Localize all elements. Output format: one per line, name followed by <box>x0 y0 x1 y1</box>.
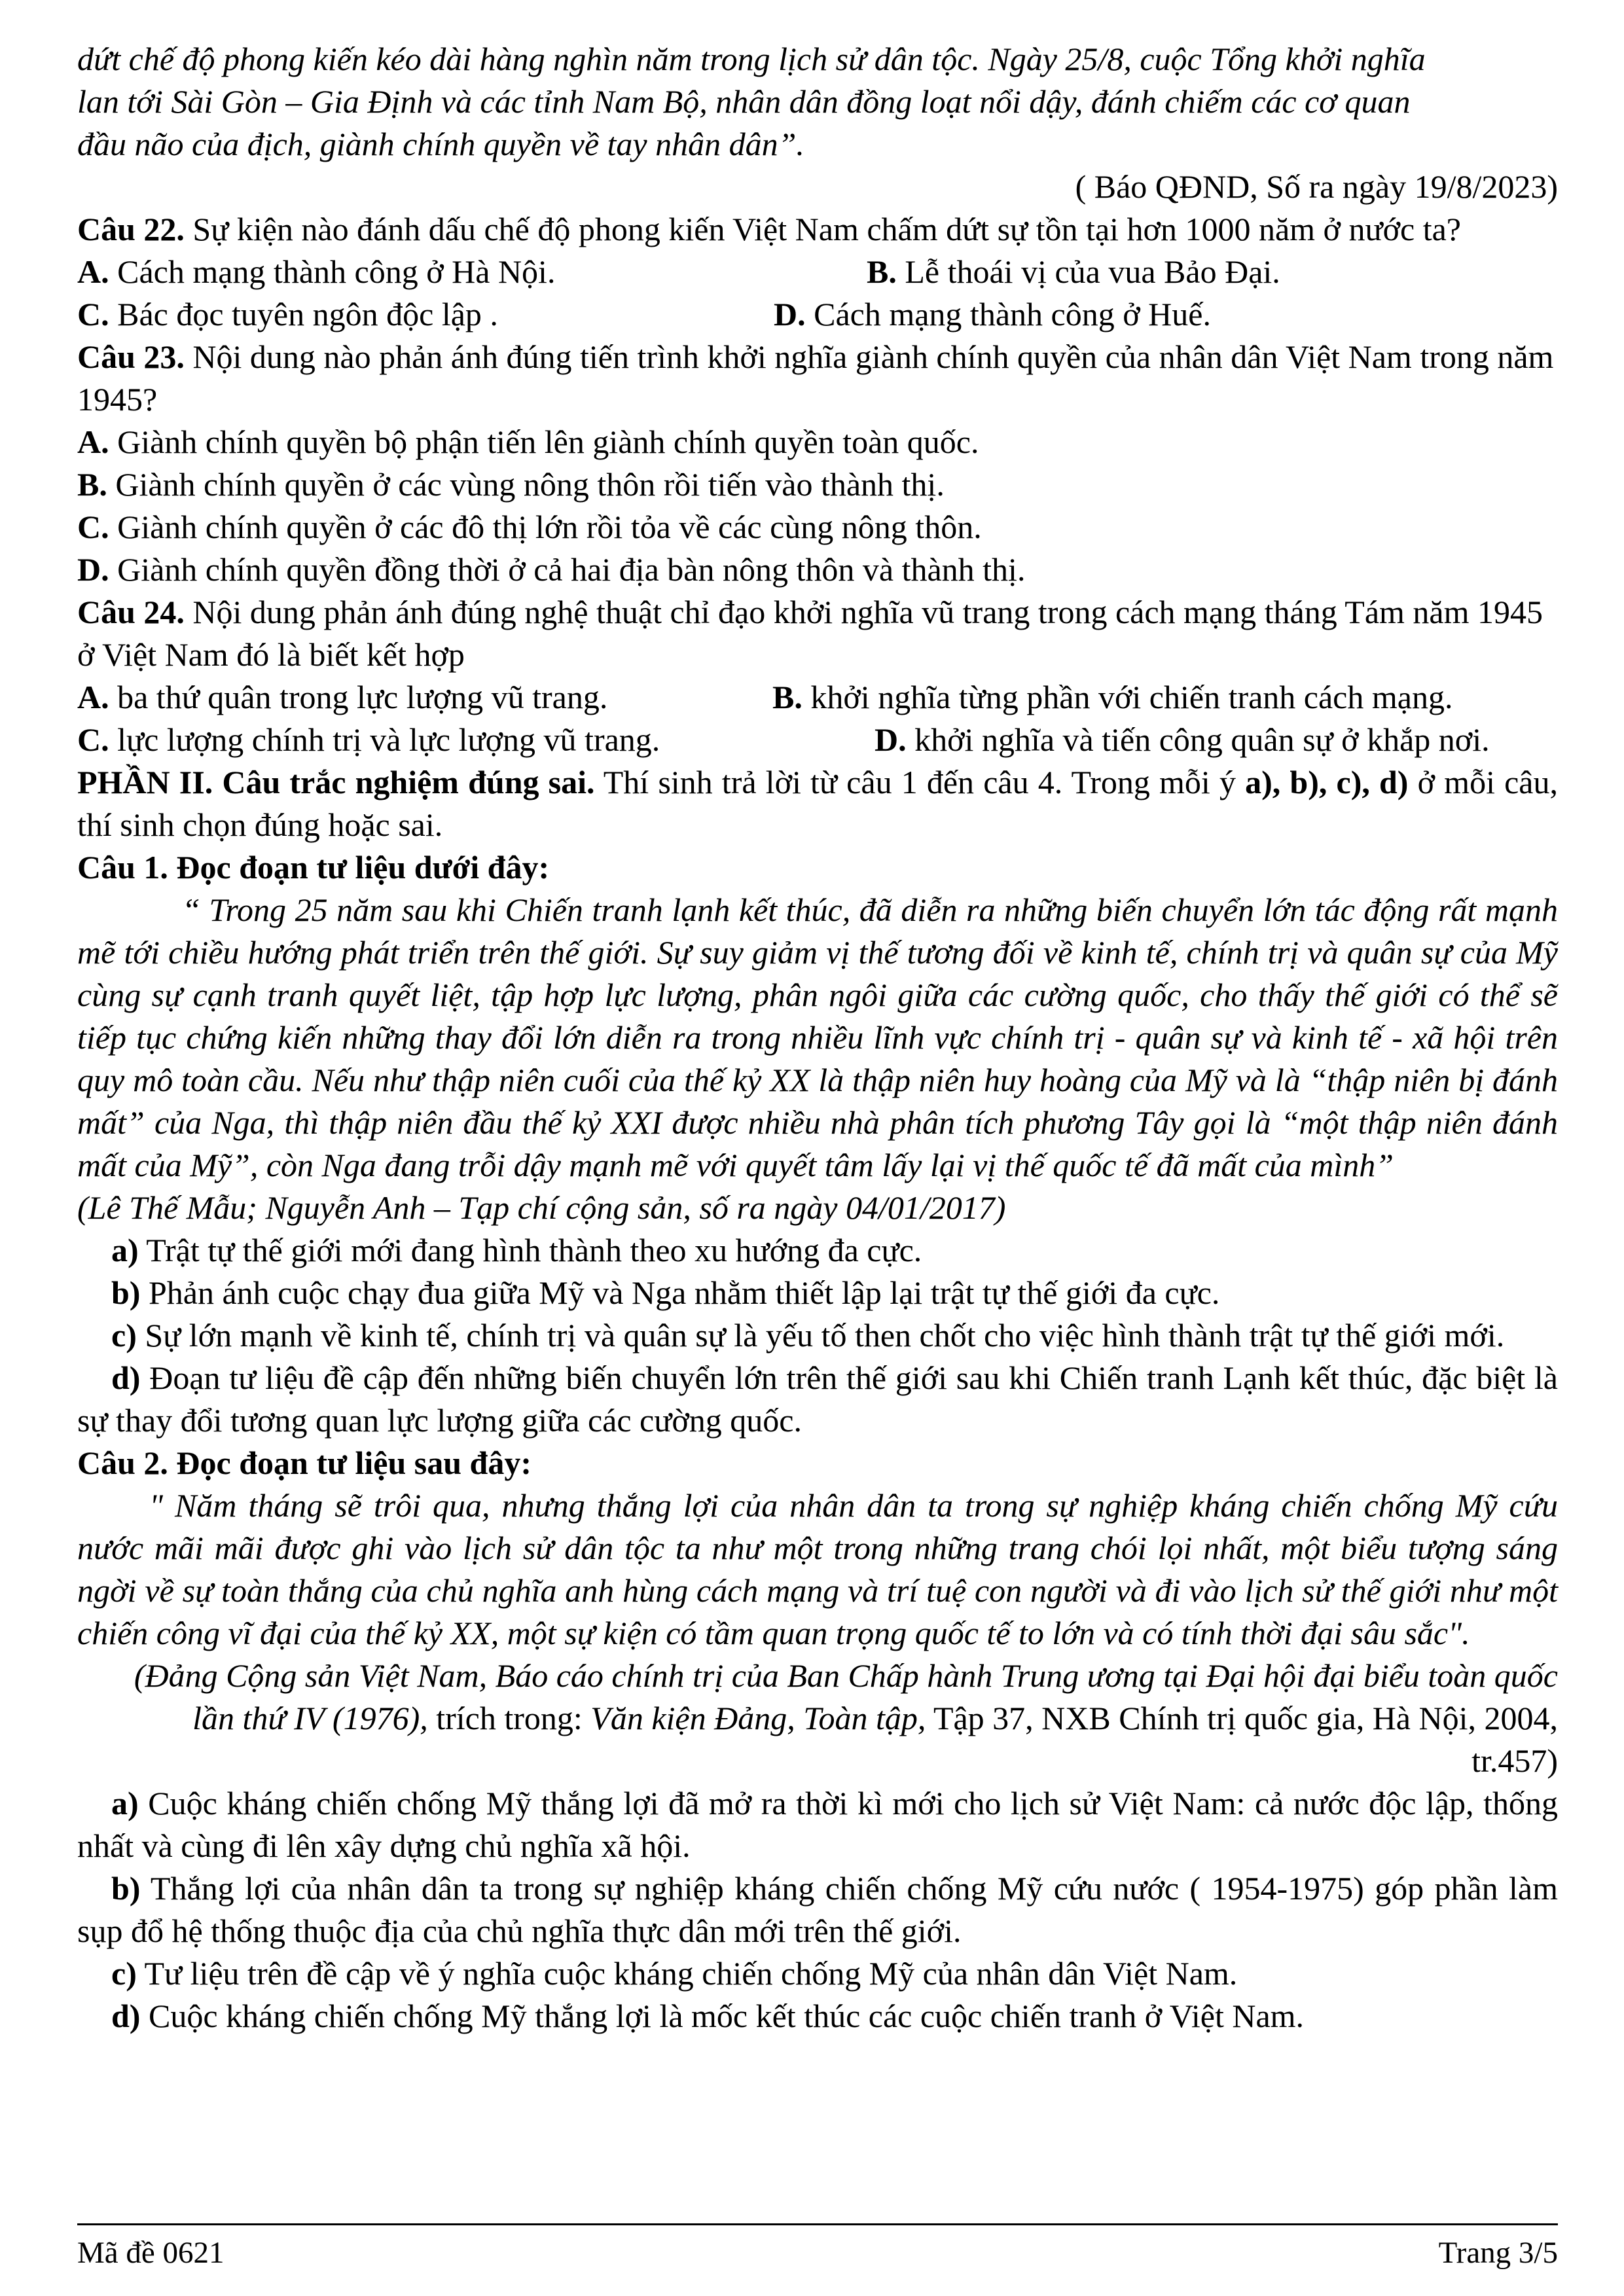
question-text: Sự kiện nào đánh dấu chế độ phong kiến Việt Nam chấm dứt sự tồn tại hơn 1000 năm ở nước ta? <box>184 211 1461 247</box>
part-instructions-end: ở mỗi câu, thí sinh chọn đúng hoặc sai. <box>77 764 1558 843</box>
statement-text: Trật tự thế giới mới đang hình thành theo xu hướng đa cực. <box>138 1232 922 1268</box>
statement-a[interactable] <box>77 1782 1558 1867</box>
statement-mark: c) <box>111 1317 137 1354</box>
question-24 <box>77 591 1558 676</box>
exam-code: Mã đề 0621 <box>77 2236 225 2270</box>
option-c[interactable] <box>77 506 1558 548</box>
intro-quote-line-1: dứt chế độ phong kiến kéo dài hàng nghìn năm trong lịch sử dân tộc. Ngày 25/8, cuộc Tổng khởi nghĩa <box>77 41 1426 77</box>
source-part: Tập 37, NXB Chính trị quốc gia, Hà Nội, 2004, tr.457) <box>926 1700 1558 1779</box>
source-part: trích trong: <box>427 1700 591 1736</box>
statement-text: Đoạn tư liệu đề cập đến những biến chuyển lớn trên thế giới sau khi Chiến tranh Lạnh kết thúc, đặc biệt là sự thay đổi tương quan lực lượng giữa các cường quốc. <box>77 1359 1558 1439</box>
source-part: (Đảng Cộng sản Việt Nam, Báo cáo chính trị của Ban Chấp hành Trung ương tại Đại hội đại biểu toàn quốc lần thứ IV (1976), <box>134 1657 1558 1736</box>
part-title: PHẦN II. Câu trắc nghiệm đúng sai. <box>77 764 595 800</box>
part-instructions: Thí sinh trả lời từ câu 1 đến câu 4. Trong mỗi ý <box>594 764 1246 800</box>
intro-quote-line-2: lan tới Sài Gòn – Gia Định và các tỉnh Nam Bộ, nhân dân đồng loạt nổi dậy, đánh chiếm các cơ quan <box>77 83 1411 120</box>
option-text: Cách mạng thành công ở Huế. <box>805 296 1211 332</box>
option-text: khởi nghĩa và tiến công quân sự ở khắp nơi. <box>906 721 1490 758</box>
option-letter: B. <box>772 679 803 715</box>
question-text: Nội dung phản ánh đúng nghệ thuật chỉ đạo khởi nghĩa vũ trang trong cách mạng tháng Tám năm 1945 ở Việt Nam đó là biết kết hợp <box>77 594 1543 673</box>
statement-mark: a) <box>111 1232 139 1268</box>
question-label: Câu 22. <box>77 211 185 247</box>
option-text: Giành chính quyền ở các đô thị lớn rồi tỏa về các cùng nông thôn. <box>109 509 982 545</box>
option-letter: B. <box>867 253 897 290</box>
statement-d[interactable] <box>77 1995 1558 2037</box>
option-letter: A. <box>77 423 109 460</box>
cau-2-source <box>77 1655 1558 1782</box>
option-d[interactable] <box>774 293 1211 336</box>
option-letter: B. <box>77 466 107 503</box>
option-letter: D. <box>875 721 907 758</box>
option-text: lực lượng chính trị và lực lượng vũ trang. <box>109 721 660 758</box>
statement-mark: a) <box>111 1785 139 1821</box>
option-b[interactable] <box>77 463 1558 506</box>
statement-mark: c) <box>111 1955 137 1992</box>
options-row <box>77 293 1558 336</box>
option-a[interactable] <box>77 251 555 293</box>
cau-1-title: Câu 1. Đọc đoạn tư liệu dưới đây: <box>77 849 550 886</box>
option-text: Giành chính quyền đồng thời ở cả hai địa bàn nông thôn và thành thị. <box>109 551 1026 588</box>
option-letter: D. <box>774 296 806 332</box>
option-a[interactable] <box>77 421 1558 463</box>
cau-2-title: Câu 2. Đọc đoạn tư liệu sau đây: <box>77 1444 532 1481</box>
option-a[interactable] <box>77 676 607 719</box>
source-part: Văn kiện Đảng, Toàn tập, <box>590 1700 926 1736</box>
option-letter: C. <box>77 296 109 332</box>
option-text: ba thứ quân trong lực lượng vũ trang. <box>109 679 608 715</box>
option-letter: A. <box>77 679 109 715</box>
statement-b[interactable] <box>77 1272 1558 1314</box>
statement-text: Cuộc kháng chiến chống Mỹ thắng lợi là mốc kết thúc các cuộc chiến tranh ở Việt Nam. <box>140 1998 1305 2034</box>
statement-mark: d) <box>111 1998 141 2034</box>
option-text: Bác đọc tuyên ngôn độc lập . <box>109 296 498 332</box>
option-letter: D. <box>77 551 109 588</box>
option-d[interactable] <box>77 548 1558 591</box>
question-23 <box>77 336 1558 421</box>
statement-text: Sự lớn mạnh về kinh tế, chính trị và quân sự là yếu tố then chốt cho việc hình thành trật tự thế giới mới. <box>136 1317 1505 1354</box>
statement-c[interactable] <box>77 1952 1558 1995</box>
question-22 <box>77 208 1558 251</box>
statement-a[interactable] <box>77 1229 1558 1272</box>
option-letter: C. <box>77 721 109 758</box>
cau-1-source: (Lê Thế Mẫu; Nguyễn Anh – Tạp chí cộng sản, số ra ngày 04/01/2017) <box>77 1189 1006 1226</box>
statement-b[interactable] <box>77 1867 1558 1952</box>
option-letter: C. <box>77 509 109 545</box>
cau-2-quote: " Năm tháng sẽ trôi qua, nhưng thắng lợi của nhân dân ta trong sự nghiệp kháng chiến chống Mỹ cứu nước mãi mãi được ghi vào lịch sử dân tộc ta như một trong những trang chói lọi nhất, một biểu tượng sáng ngời về sự toàn thắng của chủ nghĩa anh hùng cách mạng và trí tuệ con người và đi vào lịch sử thế giới như một chiến công vĩ đại của thế kỷ XX, một sự kiện có tầm quan trọng quốc tế to lớn và có tính thời đại sâu sắc". <box>77 1487 1558 1651</box>
question-label: Câu 23. <box>77 338 185 375</box>
statement-d[interactable] <box>77 1357 1558 1442</box>
options-row <box>77 251 1558 293</box>
statement-mark: b) <box>111 1870 141 1907</box>
part-marks: a), b), c), d) <box>1245 764 1409 800</box>
options-row <box>77 719 1558 761</box>
cau-1-quote: “ Trong 25 năm sau khi Chiến tranh lạnh kết thúc, đã diễn ra những biến chuyển lớn tác động rất mạnh mẽ tới chiều hướng phát triển trên thế giới. Sự suy giảm vị thế tương đối về kinh tế, chính trị và quân sự của Mỹ cùng sự cạnh tranh quyết liệt, tập hợp lực lượng, phân ngôi giữa các cường quốc, cho thấy thế giới có thể sẽ tiếp tục chứng kiến những thay đổi lớn diễn ra trong nhiều lĩnh vực chính trị - quân sự và kinh tế - xã hội trên quy mô toàn cầu. Nếu như thập niên cuối của thế kỷ XX là thập niên huy hoàng của Mỹ và là “thập niên bị đánh mất” của Nga, thì thập niên đầu thế kỷ XXI được nhiều nhà phân tích phương Tây gọi là “một thập niên đánh mất của Mỹ”, còn Nga đang trỗi dậy mạnh mẽ với quyết tâm lấy lại vị thế quốc tế đã mất của mình” <box>77 891 1558 1183</box>
part-2-header <box>77 761 1558 846</box>
intro-quote-line-3: đầu não của địch, giành chính quyền về tay nhân dân”. <box>77 126 804 162</box>
question-text: Nội dung nào phản ánh đúng tiến trình khởi nghĩa giành chính quyền của nhân dân Việt Nam trong năm 1945? <box>77 338 1554 418</box>
option-text: Lễ thoái vị của vua Bảo Đại. <box>896 253 1280 290</box>
option-text: Giành chính quyền ở các vùng nông thôn rồi tiến vào thành thị. <box>107 466 945 503</box>
option-text: Cách mạng thành công ở Hà Nội. <box>109 253 556 290</box>
statement-text: Tư liệu trên đề cập về ý nghĩa cuộc kháng chiến chống Mỹ của nhân dân Việt Nam. <box>136 1955 1238 1992</box>
option-c[interactable] <box>77 719 660 761</box>
statement-text: Cuộc kháng chiến chống Mỹ thắng lợi đã mở ra thời kì mới cho lịch sử Việt Nam: cả nước độc lập, thống nhất và cùng đi lên xây dựng chủ nghĩa xã hội. <box>77 1785 1558 1864</box>
statement-mark: d) <box>111 1359 141 1396</box>
question-label: Câu 24. <box>77 594 185 630</box>
page-content <box>77 38 1558 2037</box>
option-b[interactable] <box>867 251 1280 293</box>
statement-mark: b) <box>111 1274 141 1311</box>
option-text: khởi nghĩa từng phần với chiến tranh cách mạng. <box>802 679 1453 715</box>
footer-divider <box>77 2223 1558 2225</box>
statement-c[interactable] <box>77 1314 1558 1357</box>
option-d[interactable] <box>875 719 1490 761</box>
statement-text: Thắng lợi của nhân dân ta trong sự nghiệp kháng chiến chống Mỹ cứu nước ( 1954-1975) góp phần làm sụp đổ hệ thống thuộc địa của chủ nghĩa thực dân mới trên thế giới. <box>77 1870 1558 1949</box>
options-row <box>77 676 1558 719</box>
page-number: Trang 3/5 <box>1438 2236 1558 2270</box>
option-b[interactable] <box>772 676 1453 719</box>
option-letter: A. <box>77 253 109 290</box>
option-text: Giành chính quyền bộ phận tiến lên giành chính quyền toàn quốc. <box>109 423 979 460</box>
statement-text: Phản ánh cuộc chạy đua giữa Mỹ và Nga nhằm thiết lập lại trật tự thế giới đa cực. <box>140 1274 1220 1311</box>
intro-quote-source: ( Báo QĐND, Số ra ngày 19/8/2023) <box>1075 168 1558 205</box>
option-c[interactable] <box>77 293 498 336</box>
